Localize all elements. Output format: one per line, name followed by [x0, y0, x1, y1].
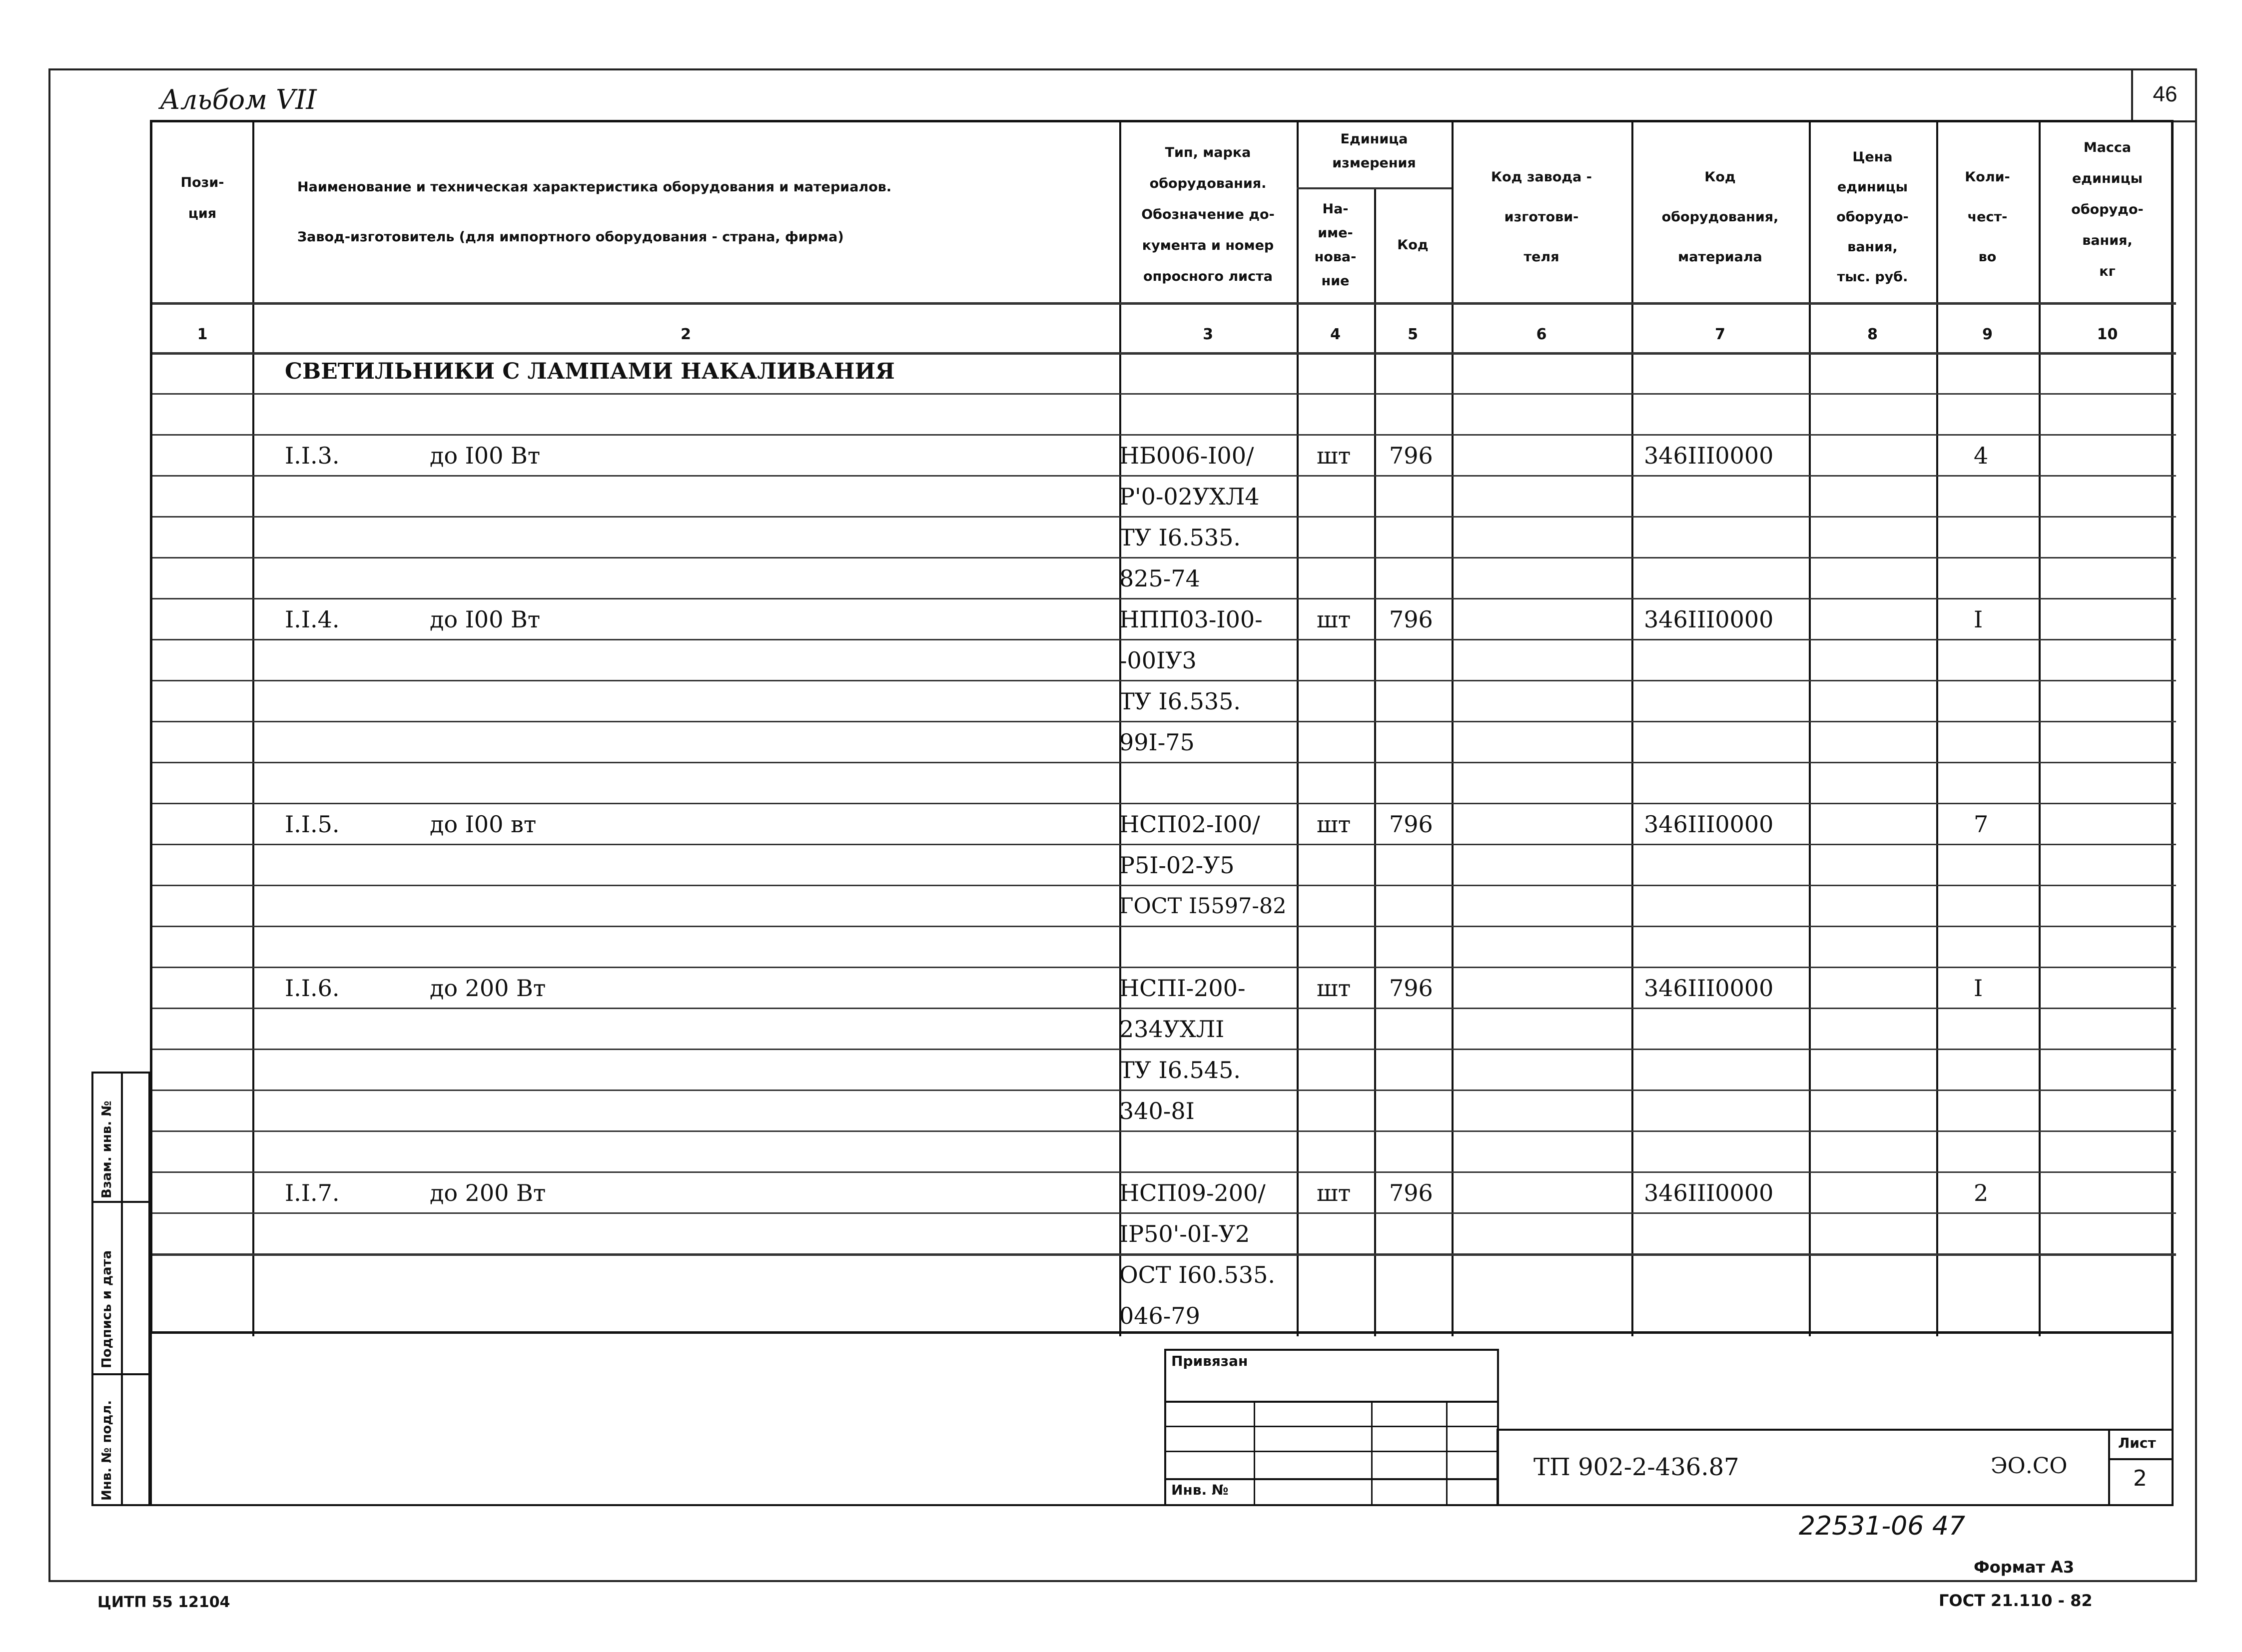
item-unit-code: 796 — [1389, 442, 1433, 469]
col-num: 6 — [1536, 326, 1547, 343]
item-name: до 200 Вт — [430, 1179, 546, 1206]
header-unit-code: Код — [1397, 237, 1429, 253]
stamp-col — [1371, 1401, 1373, 1504]
footer-gost: ГОСТ 21.110 - 82 — [1939, 1591, 2093, 1610]
item-unit-code: 796 — [1389, 975, 1433, 1002]
section-title: СВЕТИЛЬНИКИ С ЛАМПАМИ НАКАЛИВАНИЯ — [285, 359, 895, 384]
album-label: Альбом VII — [160, 84, 317, 115]
header-mass: Масса единицы оборудо- вания, кг — [2071, 140, 2144, 279]
doc-number: ТП 902-2-436.87 — [1533, 1453, 1739, 1481]
item-code: 346III0000 — [1644, 442, 1774, 469]
col-num: 3 — [1203, 326, 1213, 343]
col-num: 10 — [2097, 326, 2118, 343]
header-unit-name: На- име- нова- ние — [1314, 201, 1357, 289]
item-position: I.I.5. — [285, 811, 340, 838]
col-num: 8 — [1867, 326, 1878, 343]
item-type: ГОСТ I5597-82 — [1119, 894, 1287, 919]
stamp-inv: Инв. № — [1171, 1482, 1229, 1498]
item-qty: 7 — [1974, 811, 1989, 838]
item-type: ОСТ I60.535. — [1119, 1261, 1275, 1288]
row-line — [152, 393, 2176, 395]
header-position: Пози- ция — [180, 175, 224, 221]
col-num: 5 — [1408, 326, 1418, 343]
item-type: ТУ I6.545. — [1119, 1057, 1241, 1084]
header-unit: Единица измерения — [1332, 131, 1416, 171]
item-code: 346III0000 — [1644, 1179, 1774, 1206]
item-type: НСПI-200- — [1119, 975, 1246, 1002]
strip-label-signature: Подпись и дата — [99, 1250, 114, 1368]
item-unit-code: 796 — [1389, 606, 1433, 633]
item-name: до I00 Вт — [430, 606, 541, 633]
col-num: 4 — [1330, 326, 1341, 343]
item-unit: шт — [1317, 975, 1351, 1002]
item-type: НСП09-200/ — [1119, 1179, 1266, 1206]
item-type: 99I-75 — [1119, 729, 1195, 756]
col-num: 2 — [681, 326, 691, 343]
strip-label-replaced: Взам. инв. № — [99, 1101, 114, 1198]
item-unit: шт — [1317, 1179, 1351, 1206]
item-type: Р'0-02УХЛ4 — [1119, 483, 1260, 510]
header-type: Тип, марка оборудования. Обозначение до- кумента и номер опросного листа — [1141, 145, 1275, 284]
footer-format: Формат А3 — [1974, 1558, 2075, 1577]
item-type: 825-74 — [1119, 565, 1200, 592]
strip-divider — [93, 1201, 148, 1203]
header-quantity: Коли- чест- во — [1965, 169, 2010, 265]
item-name: до 200 Вт — [430, 975, 546, 1002]
header-price: Цена единицы оборудо- вания, тыс. руб. — [1836, 149, 1909, 285]
header-name: Наименование и техническая характеристика оборудования и материалов. Завод-изготовитель (для импортного оборудования - страна, фирма) — [297, 179, 892, 245]
title-block — [1496, 1429, 2174, 1506]
item-qty: I — [1974, 606, 1983, 633]
header-factory-code: Код завода - изготови- теля — [1491, 169, 1592, 265]
stamp-title: Привязан — [1171, 1353, 1248, 1369]
item-type: 046-79 — [1119, 1302, 1200, 1329]
footer-left: ЦИТП 55 12104 — [97, 1594, 230, 1611]
unit-split-line — [1297, 187, 1452, 189]
item-position: I.I.3. — [285, 442, 340, 469]
binding-stamp — [1164, 1349, 1499, 1506]
item-position: I.I.7. — [285, 1179, 340, 1206]
strip-divider — [93, 1373, 148, 1375]
item-unit-code: 796 — [1389, 1179, 1433, 1206]
strip-divider — [121, 1074, 123, 1504]
item-type: ТУ I6.535. — [1119, 524, 1241, 551]
item-type: 340-8I — [1119, 1098, 1195, 1124]
item-unit: шт — [1317, 811, 1351, 838]
item-code: 346III0000 — [1644, 606, 1774, 633]
item-position: I.I.6. — [285, 975, 340, 1002]
handwritten-number: 22531-06 47 — [1799, 1511, 1966, 1541]
header-line — [152, 302, 2176, 305]
item-name: до I00 Вт — [430, 442, 541, 469]
strip-label-original: Инв. № подл. — [99, 1400, 114, 1501]
item-type: ТУ I6.535. — [1119, 688, 1241, 715]
item-unit: шт — [1317, 606, 1351, 633]
item-type: IР50'-0I-У2 — [1119, 1220, 1250, 1247]
item-qty: I — [1974, 975, 1983, 1002]
item-type: НСП02-I00/ — [1119, 811, 1260, 838]
side-strip — [91, 1072, 150, 1506]
header-equipment-code: Код оборудования, материала — [1661, 169, 1779, 265]
sheet-label: Лист — [2118, 1435, 2156, 1451]
item-type: НБ006-I00/ — [1119, 442, 1254, 469]
item-qty: 4 — [1974, 442, 1989, 469]
item-position: I.I.4. — [285, 606, 340, 633]
item-name: до I00 вт — [430, 811, 537, 838]
item-type: НПП03-I00- — [1119, 606, 1263, 633]
item-type: 234УХЛI — [1119, 1016, 1225, 1043]
item-code: 346III0000 — [1644, 811, 1774, 838]
col-num: 7 — [1715, 326, 1725, 343]
sheet-cell-line — [2108, 1458, 2173, 1460]
item-unit-code: 796 — [1389, 811, 1433, 838]
stamp-col — [1254, 1401, 1255, 1504]
item-type: -00IУ3 — [1119, 647, 1197, 674]
item-qty: 2 — [1974, 1179, 1989, 1206]
sheet-number: 46 — [2131, 68, 2197, 122]
item-type: Р5I-02-У5 — [1119, 852, 1235, 879]
stamp-col — [1446, 1401, 1448, 1504]
col-num: 1 — [197, 326, 208, 343]
item-unit: шт — [1317, 442, 1351, 469]
col-num: 9 — [1982, 326, 1993, 343]
doc-code: ЭО.СО — [1991, 1453, 2068, 1479]
sheet-value: 2 — [2133, 1466, 2147, 1491]
item-code: 346III0000 — [1644, 975, 1774, 1002]
